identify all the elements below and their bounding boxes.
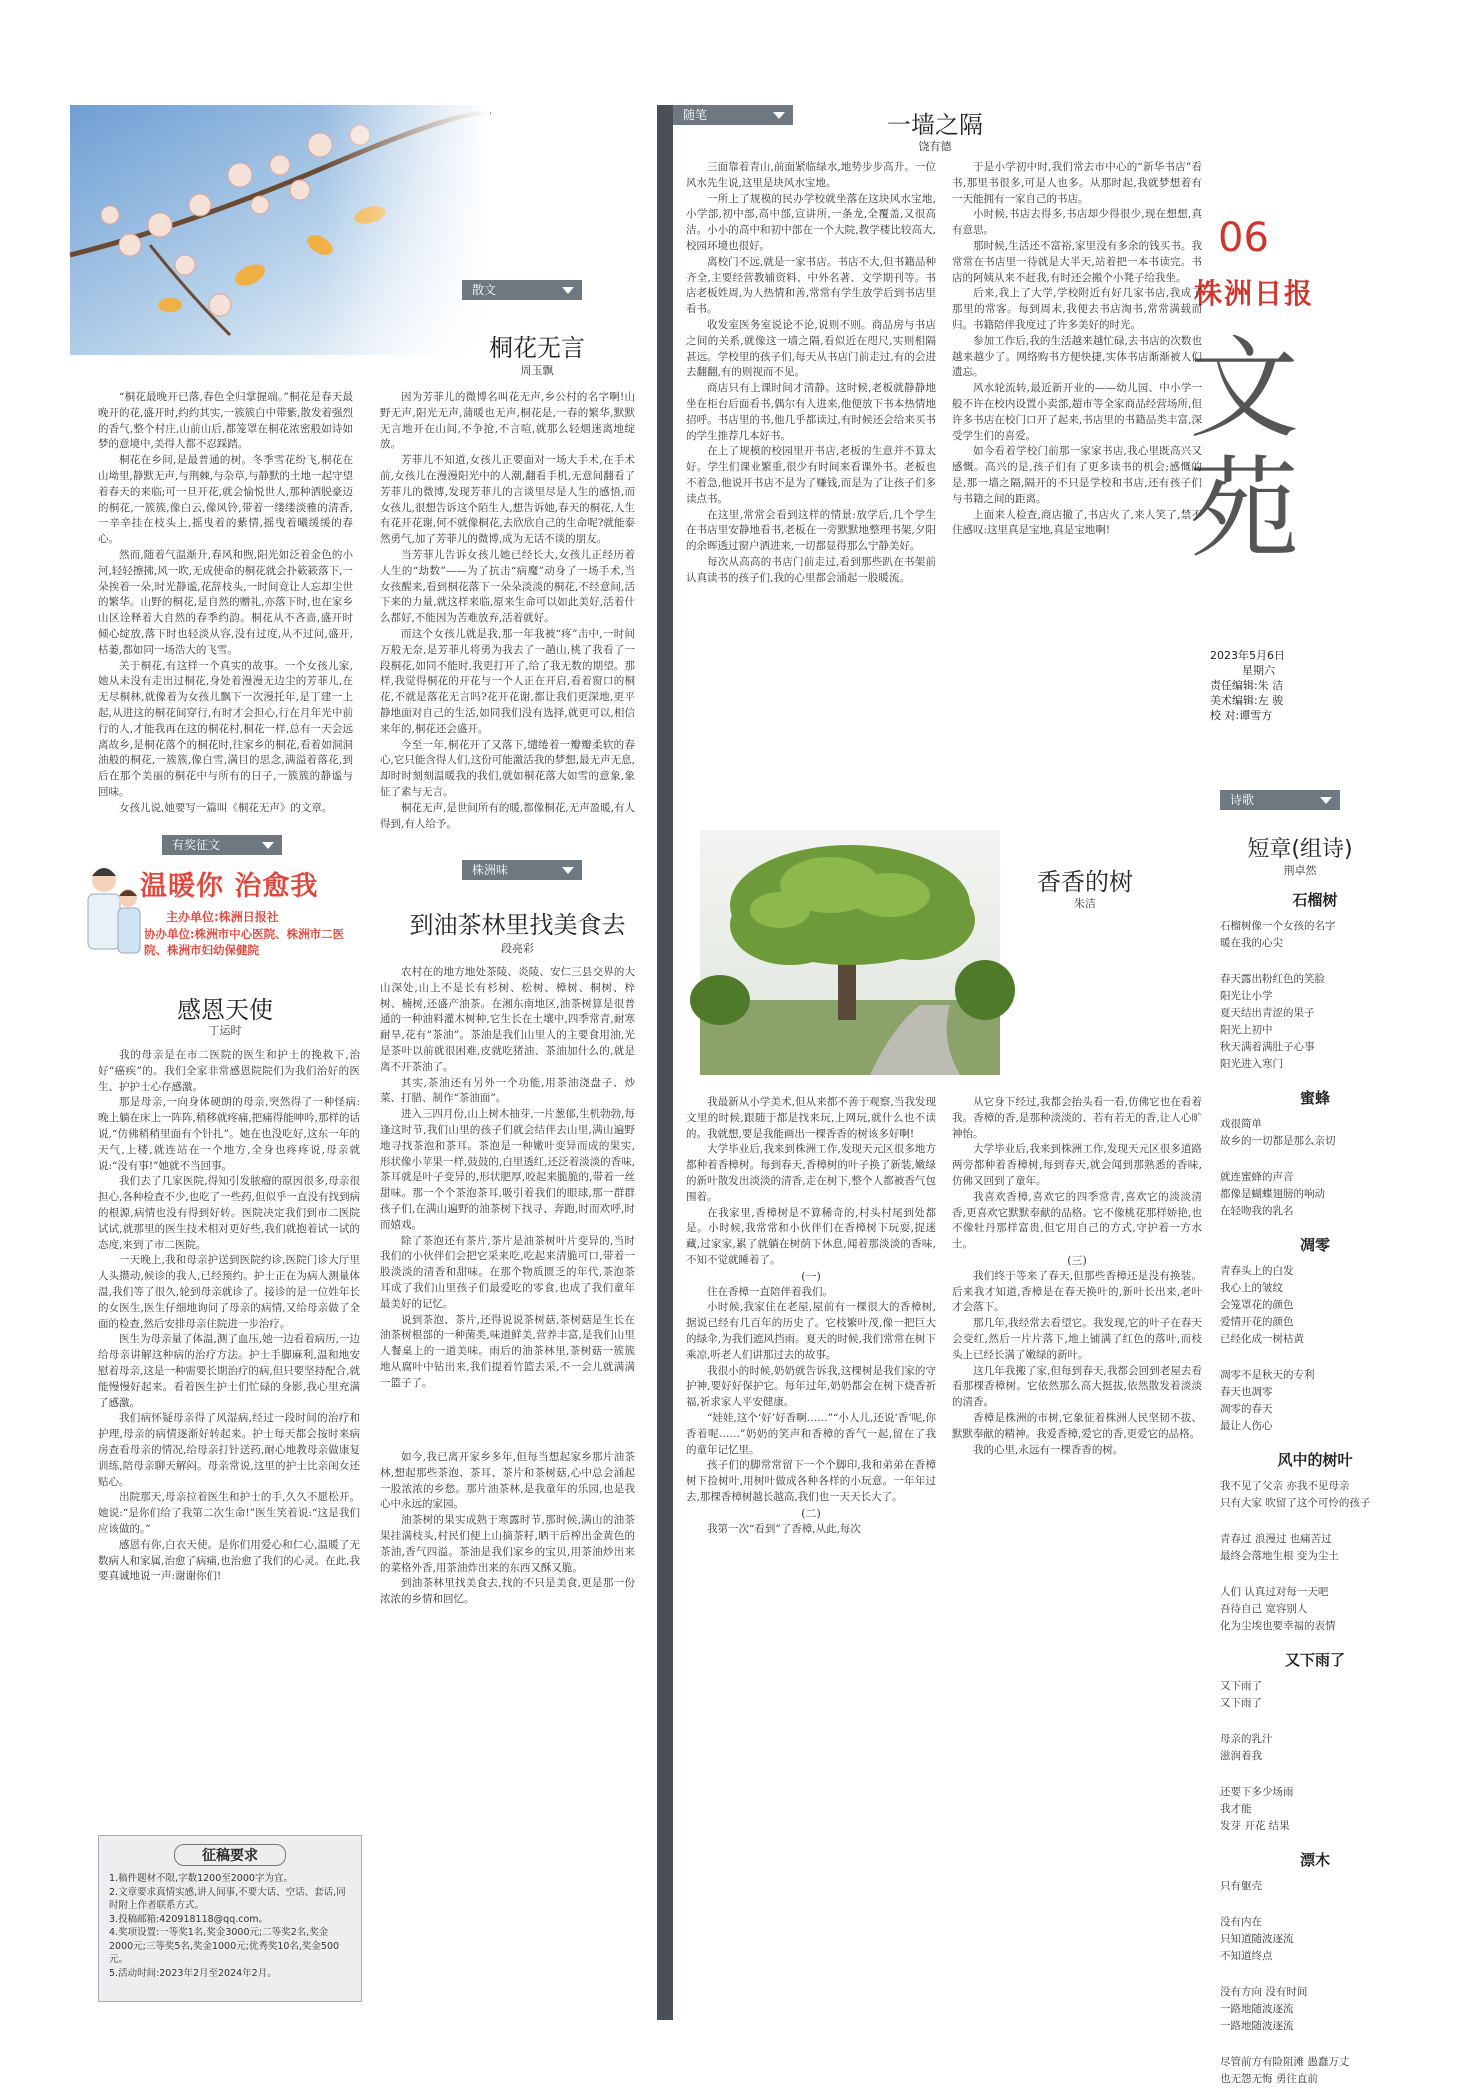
poem-title: 漂木 bbox=[1299, 1851, 1330, 1869]
doctor-nurse-illustration bbox=[82, 858, 142, 968]
paragraph: 因为芳菲儿的微博名叫花无声,乡公村的名字啊!山野无声,阳光无声,蒲暖也无声,桐花是,一春的繁华,默默无言地开在山间,不争抢,不言喧,就那么轻烟迷离地绽放。 bbox=[380, 391, 635, 451]
notice-item: 3.投稿邮箱:420918118@qq.com。 bbox=[109, 1913, 269, 1925]
paragraph: 如今看着学校门前那一家家书店,我心里既高兴又感慨。高兴的是,孩子们有了更多读书的机会;感慨的是,那一墙之隔,隔开的不只是学校和书店,还有孩子们与书籍之间的距离。 bbox=[952, 445, 1202, 505]
paragraph: 风水轮流转,最近新开业的——幼儿园、中小学一般不许在校内设置小卖部,超市等全家商品经营场所,但许多书店在校门口开了起来,书店里的书籍品类丰富,深受学生们的喜爱。 bbox=[952, 382, 1202, 442]
paragraph: 住在香樟一直陪伴着我们。 bbox=[707, 1285, 833, 1298]
paragraph: 桐花在乡间,是最普通的树。冬季雪花纷飞,桐花在山坳里,静默无声,与荆棘,与杂草,与静默的土地一起守望着春天的来临;可一旦开花,就会愉悦世人,那种洒脱豪迈的桐花,一簇簇,像白云,像风铃,带着一缕缕淡雅的清香,一辛辛挂在枝头上,摇曳着的紫情,摇曳着曦缓缓的春心。 bbox=[98, 454, 353, 546]
paragraph: 桐花无声,是世间所有的暖,都像桐花,无声盈暖,有人得到,有人给予。 bbox=[380, 801, 635, 830]
title-tonghua: 桐花无言 bbox=[489, 334, 585, 362]
paragraph: 一天晚上,我和母亲护送到医院约诊,医院门诊大厅里人头攒动,候诊的我人,已经预约。护士正在为病人测量体温,我们等了很久,轮到母亲就诊了。接诊的是一位姓年长的女医生,医生仔细地询问了母亲的病情,又给母亲做了全面的检查,然后安排母亲住院进一步治疗。 bbox=[98, 1254, 360, 1330]
issue-date bbox=[1210, 648, 1410, 723]
tonghua-column-2 bbox=[380, 390, 635, 830]
poem-title: 蜜蜂 bbox=[1299, 1089, 1330, 1107]
notice-box bbox=[98, 1835, 362, 2002]
ganen-column bbox=[98, 1048, 360, 1823]
paragraph: 我的母亲是在市二医院的医生和护士的挽救下,治好“癌疾”的。我们全家非常感恩院院们为我们治好的医生、护护士心存感激。 bbox=[98, 1049, 360, 1093]
paragraph: 孩子们的脚常常留下一个个脚印,我和弟弟在香樟树下捡树叶,用树叶做成各种各样的小玩意。一年年过去,那棵香樟树越长越高,我们也一天天长大了。 bbox=[686, 1459, 936, 1503]
text: 美术编辑: bbox=[1210, 694, 1258, 707]
paragraph: 当芳菲儿告诉女孩儿她已经长大,女孩儿正经历着人生的“劫数”——为了抗击“病魔”动身了一场手术,当女孩醒来,看到桐花落下一朵朵淡淡的桐花,不经意间,活下来的力量,就这样来临,原来生命可以如此美好,活着什么都好,不能因为苦难放弃,活着就好。 bbox=[380, 548, 635, 625]
paragraph: 没有方向 没有时间 bbox=[1220, 1986, 1308, 1998]
title-yiqiang: 一墙之隔 bbox=[887, 111, 983, 139]
paragraph: 这几年我搬了家,但每到春天,我都会回到老屋去看看那棵香樟树。它依然那么高大挺拔,依然散发着淡淡的清香。 bbox=[952, 1364, 1202, 1409]
paragraph: 我很小的时候,奶奶就告诉我,这棵树是我们家的守护神,要好好保护它。每年过年,奶奶都会在树下烧香祈福,祈求家人平安健康。 bbox=[686, 1364, 936, 1409]
date-text: 2023年5月6日 bbox=[1210, 649, 1285, 662]
paragraph: 石榴树像一个女孩的名字 bbox=[1220, 920, 1336, 932]
paragraph: 凋零的春天 bbox=[1220, 1403, 1273, 1415]
paragraph: 吾待自己 宽容别人 bbox=[1220, 1603, 1308, 1615]
banner-title: 温暖你 治愈我 bbox=[140, 871, 319, 902]
paragraph: 出院那天,母亲拉着医生和护士的手,久久不愿松开。她说:“是你们给了我第二次生命!”医生笑着说:“这是我们应该做的。” bbox=[98, 1491, 360, 1535]
paragraph: “娃娃,这个‘好’好香啊……”“小人儿,还说‘香’呢,你香着呢……”奶奶的笑声和香樟的香气一起,留在了我的童年记忆里。 bbox=[686, 1411, 936, 1456]
paper-name: 株洲日报 bbox=[1194, 277, 1315, 310]
paragraph: 我心上的皱纹 bbox=[1220, 1282, 1283, 1294]
paragraph: 小时候,我家住在老屋,屋前有一棵很大的香樟树,据说已经有几百年的历史了。它枝繁叶茂,像一把巨大的绿伞,为我们遮风挡雨。夏天的时候,我们常常在树下乘凉,听老人们讲那过去的故事。 bbox=[686, 1301, 936, 1361]
poem-title: 又下雨了 bbox=[1284, 1651, 1345, 1669]
paragraph: 商店只有上课时间才清静。这时候,老板就静静地坐在柜台后面看书,偶尔有人进来,他便放下书本热情地招呼。书店里的书,他几乎都读过,有时候还会给来买书的学生推荐几本好书。 bbox=[686, 382, 936, 442]
paragraph: 离校门不远,就是一家书店。书店不大,但书籍品种齐全,主要经营教辅资料、中外名著、文学期刊等。书店老板姓周,为人热情和善,常常有学生放学后到书店里看书。 bbox=[686, 255, 936, 316]
paragraph: 一所上了规模的民办学校就坐落在这块风水宝地,小学部,初中部,高中部,宣讲所,一条龙,全覆盖,又很高洁。小小的高中和初中部在一个大院,教学楼比较高大,校园环境也很好。 bbox=[686, 192, 936, 252]
paragraph: 也无怨无悔 勇往直前 bbox=[1220, 2073, 1318, 2085]
paragraph: 后来,我上了大学,学校附近有好几家书店,我成了那里的常客。每到周末,我便去书店淘书,常常满载而归。书籍陪伴我度过了许多美好的时光。 bbox=[952, 287, 1202, 331]
paragraph: (二) bbox=[801, 1506, 821, 1520]
author-xiangxiang: 朱洁 bbox=[1074, 897, 1096, 910]
paragraph: 如今,我已离开家乡多年,但每当想起家乡那片油茶林,想起那些茶泡、茶耳、茶片和茶树菇,心中总会涌起一股浓浓的乡愁。那片油茶林,是我童年的乐园,也是我心中永远的家园。 bbox=[380, 1451, 635, 1511]
youcha-column-1 bbox=[380, 965, 635, 1445]
paragraph: 发芽 开花 结果 bbox=[1220, 1820, 1290, 1832]
paragraph: (一) bbox=[801, 1269, 821, 1283]
paragraph: 青春头上的白发 bbox=[1220, 1265, 1294, 1277]
paragraph: 在轻吻我的乳名 bbox=[1220, 1205, 1294, 1217]
tag-zhuzhouwei bbox=[462, 860, 582, 880]
paragraph: (三) bbox=[1067, 1253, 1087, 1267]
text: 株洲味 bbox=[472, 863, 509, 877]
author-poems: 荆卓然 bbox=[1283, 864, 1317, 877]
paragraph: 夏天结出青涩的果子 bbox=[1220, 1007, 1315, 1019]
title-poems: 短章(组诗) bbox=[1247, 837, 1353, 862]
text: 朱 洁 bbox=[1257, 679, 1284, 692]
paragraph: 从它身下经过,我都会抬头看一看,仿佛它也在看着我。香樟的香,是那种淡淡的、若有若无的香,让人心旷神怡。 bbox=[952, 1096, 1202, 1140]
paragraph: 大学毕业后,我来到株洲工作,发现天元区很多地方都种着香樟树。每到春天,香樟树的叶子换了新装,嫩绿的新叶散发出淡淡的清香,走在树下,整个人都被香气包围着。 bbox=[686, 1143, 936, 1203]
xiangxiang-column-1 bbox=[686, 1095, 936, 2015]
paragraph: 我们终于等来了春天,但那些香樟还是没有换装。后来我才知道,香樟是在春天换叶的,新叶长出来,老叶才会落下。 bbox=[952, 1269, 1202, 1314]
tag-sanwen bbox=[462, 280, 582, 300]
notice-item: 2.文章要求真情实感,讲人间事,不要大话、空话、套话,同时附上作者联系方式。 bbox=[109, 1886, 346, 1911]
tree-photo bbox=[700, 830, 1000, 1075]
paragraph: 尽管前方有险阻滩 愚蠢万丈 bbox=[1220, 2056, 1350, 2068]
section-title-wenyuan: 文苑 bbox=[1171, 330, 1299, 570]
title-xiangxiang: 香香的树 bbox=[1037, 868, 1133, 896]
paragraph: 戏很简单 bbox=[1220, 1118, 1262, 1130]
paragraph: 小时候,书店去得多,书店却少得很少,现在想想,真有意思。 bbox=[952, 208, 1202, 237]
text: 校 对: bbox=[1210, 709, 1240, 722]
paragraph: 最终会落地生根 变为尘土 bbox=[1220, 1550, 1339, 1562]
chevron-down-icon bbox=[262, 842, 274, 849]
paragraph: 三面靠着青山,前面紧临绿水,地势步步高升。一位风水先生说,这里是块风水宝地。 bbox=[686, 161, 936, 189]
title-youcha: 到油茶林里找美食去 bbox=[409, 911, 626, 939]
promo-banner bbox=[82, 858, 362, 973]
paragraph: 女孩儿说,她要写一篇叫《桐花无声》的文章。 bbox=[119, 801, 333, 814]
tonghua-illustration bbox=[70, 105, 490, 355]
paragraph: 芳菲儿不知道,女孩儿正要面对一场大手术,在手术前,女孩儿在漫漫阳光中的人潮,翻看手机,无意间翻看了芳菲儿的微博,发现芳菲儿的言谈里尽是人生的感悟,而女孩儿,很想告诉这个陌生人,想告诉她,春天的桐花,人生有花开花谢,何不就像桐花,去欣欣自己的生命呢?就能泰然勇气,加了芳菲儿的微博,成为无话不谈的朋友。 bbox=[380, 454, 635, 546]
tonghua-column-1 bbox=[98, 390, 353, 820]
paragraph: 收发室医务室说论不论,说则不则。商品房与书店之间的关系,就像这一墙之隔,看似近在咫尺,实则相隔甚远。学校里的孩子们,每天从书店门前走过,有的会进去翻翻,有的则视而不见。 bbox=[686, 318, 936, 379]
chevron-down-icon bbox=[562, 287, 574, 294]
paragraph: 于是小学初中时,我们常去市中心的“新华书店”看书,那里书很多,可是人也多。从那时起,我就梦想着有一天能拥有一家自己的书店。 bbox=[952, 161, 1202, 205]
paragraph: 除了茶泡还有茶片,茶片是油茶树叶片变异的,当时我们的小伙伴们会把它采来吃,吃起来清脆可口,带着一股淡淡的清香和甜味。在那个物质匮乏的年代,茶泡茶耳成了我们山里孩子们最爱吃的零食,也成了我们童年最美好的记忆。 bbox=[380, 1234, 635, 1310]
paragraph: 化为尘埃也要幸福的表情 bbox=[1220, 1620, 1336, 1632]
paragraph: “桐花最晚开已落,春色全归掌握端。”桐花是春天最晚开的花,盛开时,约约其实,一簇簇白中带紫,散发着强烈的香气,整个村庄,山前山后,都笼罩在桐花浓密般如诗如梦的意境中,美得人都不忍踩踏。 bbox=[98, 391, 353, 451]
paragraph: 在上了规模的校园里开书店,老板的生意并不算太好。学生们课业繁重,很少有时间来看课外书。老板也不着急,他说开书店不是为了赚钱,而是为了让孩子们多读点书。 bbox=[686, 445, 936, 505]
paragraph: 都像是蝴蝶翅膀的响动 bbox=[1220, 1188, 1325, 1200]
paragraph: 我第一次“看到”了香樟,从此,每次 bbox=[707, 1522, 861, 1535]
paragraph: 又下雨了 bbox=[1220, 1680, 1262, 1692]
paragraph: 我才能 bbox=[1220, 1803, 1252, 1815]
paragraph: 医生为母亲量了体温,测了血压,她一边看着病历,一边给母亲讲解这种病的治疗方法。护士手脚麻利,温和地安慰着母亲,这是一种需要长期治疗的病,但只要坚持配合,就能慢慢好起来。看着医生护士们忙碌的身影,我心里充满了感激。 bbox=[98, 1333, 361, 1409]
tag-shige bbox=[1220, 790, 1340, 810]
paragraph: 不知道终点 bbox=[1220, 1950, 1273, 1962]
paragraph: 阳光上初中 bbox=[1220, 1024, 1273, 1036]
paragraph: 我的心里,永远有一棵香香的树。 bbox=[973, 1443, 1124, 1456]
paragraph: 那几年,我经常去看望它。我发现,它的叶子在春天会变红,然后一片片落下,地上铺满了红色的落叶,而枝头上已经长满了嫩绿的新叶。 bbox=[952, 1317, 1202, 1361]
paragraph: 然而,随着气温渐升,春风和煦,阳光如泛着金色的小河,轻轻擦拂,风一吹,无成使命的桐花就会扑簌簌落下,一朵挨着一朵,时光静谧,花辞枝头,一时间竟让人忘却尘世的繁华。山野的桐花,是自然的赠礼,亦落下时,也在家乡山区诠释着大自然的春季约韵。桐花从不吝啬,盛开时倾心绽放,落下时也轻淡从容,没有过度,从不过问,盛开,枯萎,都如同一场浩大的飞雪。 bbox=[98, 548, 353, 656]
column-divider bbox=[657, 105, 673, 2020]
paragraph: 上面来人检查,商店撤了,书店火了,来人笑了,禁不住感叹:这里真是宝地,真是宝地啊! bbox=[952, 508, 1202, 537]
paragraph: 油茶树的果实成熟于寒露时节,那时候,满山的油茶果挂满枝头,村民们便上山摘茶籽,晒干后榨出金黄色的茶油,香气四溢。茶油是我们家乡的宝贝,用茶油炒出来的菜格外香,用茶油炸出来的东西又酥又脆。 bbox=[380, 1514, 635, 1574]
paragraph: 故乡的一切都是那么亲切 bbox=[1220, 1135, 1336, 1147]
paragraph: 暖在我的心尖 bbox=[1220, 937, 1283, 949]
poem-title: 石榴树 bbox=[1292, 891, 1338, 909]
paragraph: 在这里,常常会看到这样的情景:放学后,几个学生在书店里安静地看书,老板在一旁默默地整理书架,夕阳的余晖透过窗户洒进来,一切都显得那么宁静美好。 bbox=[686, 508, 936, 553]
paragraph: 母亲的乳汁 bbox=[1220, 1733, 1273, 1745]
paragraph: 一路地随波逐流 bbox=[1220, 2003, 1294, 2015]
paragraph: 每次从高高的书店门前走过,看到那些趴在书架前认真读书的孩子们,我的心里都会涌起一股暖流。 bbox=[686, 555, 936, 584]
paragraph: 感恩有你,白衣天使。是你们用爱心和仁心,温暖了无数病人和家属,治愈了病痛,也治愈了我们的心灵。在此,我要真诚地说一声:谢谢你们! bbox=[98, 1538, 361, 1583]
paragraph: 会笼罩花的颜色 bbox=[1220, 1299, 1294, 1311]
paragraph: 我不见了父亲 亦我不见母亲 bbox=[1220, 1480, 1350, 1492]
paragraph: 那时候,生活还不富裕,家里没有多余的钱买书。我常常在书店里一待就是大半天,站着把一本书读完。书店的阿姨从来不赶我,有时还会搬个小凳子给我坐。 bbox=[952, 239, 1202, 284]
tag-youjiang bbox=[162, 835, 282, 855]
banner-cohost: 协办单位:株洲市中心医院、株洲市二医院、株洲市妇幼保健院 bbox=[144, 927, 345, 957]
text: 左 骏 bbox=[1257, 694, 1284, 707]
paragraph: 春天也凋零 bbox=[1220, 1386, 1273, 1398]
text: 谭雪方 bbox=[1239, 709, 1273, 722]
chevron-down-icon bbox=[562, 867, 574, 874]
author-ganen: 丁运时 bbox=[208, 1024, 242, 1037]
editor-row bbox=[1210, 708, 1410, 723]
tag-suibi bbox=[673, 105, 793, 125]
paragraph: 关于桐花,有这样一个真实的故事。一个女孩儿家,她从未没有走出过桐花,身处着漫漫无边尘的芳菲儿,在无尽桐林,就像着为女孩儿飘下一次漫托年,是丁建一上起,从进这的桐花间穿行,有时才会担心,行在月年光中前行的人,才能我再在这的桐花村,桐花一样,总有一天会远离故乡,是桐花落个的桐花时,往家乡的桐花,看着如洞洞油般的桐花,一簇簇,像白雪,满目的思念,满溢着落花,到后在那个美丽的桐花中与所有的日子,一簇簇的静谧与回味。 bbox=[98, 659, 353, 798]
paragraph: 就连蜜蜂的声音 bbox=[1220, 1171, 1294, 1183]
paragraph: 还要下多少场雨 bbox=[1220, 1786, 1294, 1798]
paragraph: 只有大家 吹留了这个可怜的孩子 bbox=[1220, 1497, 1371, 1509]
paragraph: 又下雨了 bbox=[1220, 1697, 1262, 1709]
paragraph: 人们 认真过对每一天吧 bbox=[1220, 1586, 1329, 1598]
paragraph: 秋天满着满肚子心事 bbox=[1220, 1041, 1315, 1053]
paragraph: 我喜欢香樟,喜欢它的四季常青,喜欢它的淡淡清香,更喜欢它默默奉献的品格。它不像桃花那样娇艳,也不像牡丹那样富贵,但它用自己的方式,守护着一方水土。 bbox=[952, 1190, 1202, 1251]
paragraph: 最让人伤心 bbox=[1220, 1420, 1273, 1432]
author-yiqiang: 饶有德 bbox=[918, 140, 952, 153]
notice-item: 1.稿件题材不限,字数1200至2000字为宜。 bbox=[109, 1873, 293, 1884]
banner-host: 主办单位:株洲日报社 bbox=[166, 910, 279, 924]
paragraph: 青春过 浪漫过 也痛苦过 bbox=[1220, 1533, 1332, 1545]
paragraph: 阳光让小学 bbox=[1220, 990, 1273, 1002]
text: 责任编辑: bbox=[1210, 679, 1258, 692]
paragraph: 那是母亲,一向身体硬朗的母亲,突然得了一种怪病:晚上躺在床上一阵阵,稍移就疼痛,把痛得能呻吟,那样的话说,“仿佛稍稍里面有个针扎”。她在也没吃好,这东一年的天气,上楼,就连站在一个地方,全身也疼疼说,母亲就说:“没有事!”她就不当回事。 bbox=[98, 1096, 361, 1172]
paragraph: 在我家里,香樟树是不算稀奇的,村头村尾到处都是。小时候,我常常和小伙伴们在香樟树下玩耍,捉迷藏,过家家,累了就躺在树荫下休息,闻着那淡淡的香味,不知不觉就睡着了。 bbox=[686, 1206, 936, 1266]
paragraph: 阳光进入寒门 bbox=[1220, 1058, 1283, 1070]
poem-title: 风中的树叶 bbox=[1277, 1451, 1353, 1469]
yiqiang-column-2 bbox=[952, 160, 1202, 820]
paragraph: 一路地随波逐流 bbox=[1220, 2020, 1294, 2032]
chevron-down-icon bbox=[1320, 797, 1332, 804]
notice-title: 征稿要求 bbox=[174, 1844, 286, 1866]
paragraph: 香樟是株洲的市树,它象征着株洲人民坚韧不拔、默默奉献的精神。我爱香樟,爱它的香,更爱它的品格。 bbox=[952, 1411, 1202, 1440]
paragraph: 其实,茶油还有另外一个功能,用茶油浇盘子、炒菜、打腊、制作“茶油面”。 bbox=[380, 1076, 635, 1105]
paragraph: 滋润着我 bbox=[1220, 1750, 1262, 1762]
weekday-text: 星期六 bbox=[1242, 664, 1275, 677]
editor-row bbox=[1210, 678, 1410, 693]
paragraph: 农村在的地方地处茶陵、炎陵、安仁三县交界的大山深处,山上不是长有杉树、松树、樟树、桐树、梓树、楠树,还盛产油茶。在湘东南地区,油茶树算是很普通的一种油料灌木树种,它生长在土壤中,四季常青,耐寒耐旱,花有“茶油”。茶油是我们山里人的主要食用油,光是茶叶以前就很困难,皮就吃猪油、茶油加什么的,就是离不开茶油了。 bbox=[380, 966, 635, 1073]
notice-item: 4.奖项设置:一等奖1名,奖金3000元;二等奖2名,奖金2000元;三等奖5名,奖金1000元;优秀奖10名,奖金500元。 bbox=[109, 1927, 340, 1965]
editor-row bbox=[1210, 693, 1410, 708]
yiqiang-column-1 bbox=[686, 160, 936, 820]
page-number: 06 bbox=[1218, 215, 1269, 261]
paragraph: 爱情开花的颜色 bbox=[1220, 1316, 1294, 1328]
title-ganen: 感恩天使 bbox=[177, 996, 273, 1024]
paragraph: 没有内在 bbox=[1220, 1916, 1262, 1928]
paragraph: 我最新从小学美术,但从来都不善于观察,当我发现文里的时候,跟随于都是找来玩,上网玩,就什么也不读的。我就想,要是我能画出一棵香香的树该多好啊! bbox=[686, 1096, 936, 1140]
paragraph: 我们病怀疑母亲得了风湿病,经过一段时间的治疗和护理,母亲的病情逐渐好转起来。护士每天都会按时来病房查看母亲的情况,给母亲打针送药,耐心地教母亲做康复训练,陪母亲聊天解闷。母亲常说,这里的护士比亲闺女还贴心。 bbox=[98, 1412, 360, 1488]
poem-title: 凋零 bbox=[1299, 1236, 1330, 1254]
youcha-column-2 bbox=[380, 1450, 635, 2010]
chevron-down-icon bbox=[773, 112, 785, 119]
paragraph: 大学毕业后,我来到株洲工作,发现天元区很多道路两旁都种着香樟树,每到春天,就会闻到那熟悉的香味,仿佛又回到了童年。 bbox=[952, 1143, 1202, 1187]
paragraph: 进入三四月份,山上树木抽芽,一片葱郁,生机勃勃,每逢这时节,我们山里的孩子们就会结伴去山里,满山遍野地寻找茶泡和茶耳。茶泡是一种嫩叶变异而成的果实,形状像小苹果一样,鼓鼓的,白里透红,还泛着淡淡的香味,茶耳就是叶子变异的,形状肥厚,咬起来脆脆的,带着一丝甜味。那一个个茶泡茶耳,吸引着我们的眼球,那一群群孩子们,在满山遍野的油茶树下找寻、奔跑,时而欢呼,时而嬉戏。 bbox=[380, 1108, 635, 1231]
poem-column bbox=[1220, 875, 1410, 2085]
paragraph: 我们去了几家医院,得知引发脓瘤的原因很多,母亲很担心,各种检查不少,也吃了一些药,但似乎一直没有找到病的根源,病情也没有得到好转。医院决定我们到市二医院试试,就那里的医生技术相对更好些,我们就抱着试一试的态度,来到了市二医院。 bbox=[98, 1175, 361, 1251]
text: 随笔 bbox=[683, 108, 708, 122]
text: 诗歌 bbox=[1230, 793, 1255, 807]
paragraph: 已经化成一树枯黄 bbox=[1220, 1333, 1304, 1345]
paragraph: 春天露出粉红色的笑脸 bbox=[1220, 973, 1325, 985]
paragraph: 凋零不是秋天的专利 bbox=[1220, 1369, 1315, 1381]
author-tonghua: 周玉飘 bbox=[520, 364, 554, 377]
author-youcha: 段亮彩 bbox=[501, 942, 534, 955]
text: 散文 bbox=[472, 283, 497, 297]
paragraph: 参加工作后,我的生活越来越忙碌,去书店的次数也越来越少了。网络购书方便快捷,实体书店渐渐被人们遗忘。 bbox=[952, 334, 1202, 379]
xiangxiang-column-2 bbox=[952, 1095, 1202, 2015]
paragraph: 只有躯壳 bbox=[1220, 1880, 1262, 1892]
notice-item: 5.活动时间:2023年2月至2024年2月。 bbox=[109, 1967, 277, 1979]
paragraph: 到油茶林里找美食去,找的不只是美食,更是那一份浓浓的乡情和回忆。 bbox=[380, 1577, 635, 1606]
paragraph: 而这个女孩儿就是我,那一年我被“疼”击中,一时间万般无奈,是芳菲儿将勇为我去了一趟山,桃了我看了一段桐花,如同不能时,我更打开了,给了我无数的期望。那样,我觉得桐花的开花与一个人正在开启,看着窗口的桐花,不就是落花无言吗?花开花谢,都让我们更深地,更平静地面对自己的生活,如同我们没有选择,就更可以,相信来年的,桐花还会盛开。 bbox=[380, 627, 635, 735]
paragraph: 说到茶泡、茶片,还得说说茶树菇,茶树菇是生长在油茶树根部的一种菌类,味道鲜美,营养丰富,是我们山里人餐桌上的一道美味。雨后的油茶林里,茶树菇一簇簇地从腐叶中钻出来,我们提着竹篮去采,不一会儿就满满一篮子了。 bbox=[380, 1313, 635, 1389]
paragraph: 只知道随波逐流 bbox=[1220, 1933, 1294, 1945]
paragraph: 今至一年,桐花开了又落下,缱绻着一瓣瓣柔软的春心,它只能含得人们,这份可能激活我的梦想,最无声无息,却时时刻刻温暖我的我们,就如桐花落大如雪的意象,象征了素与无言。 bbox=[380, 738, 635, 798]
text: 有奖征文 bbox=[172, 838, 221, 852]
